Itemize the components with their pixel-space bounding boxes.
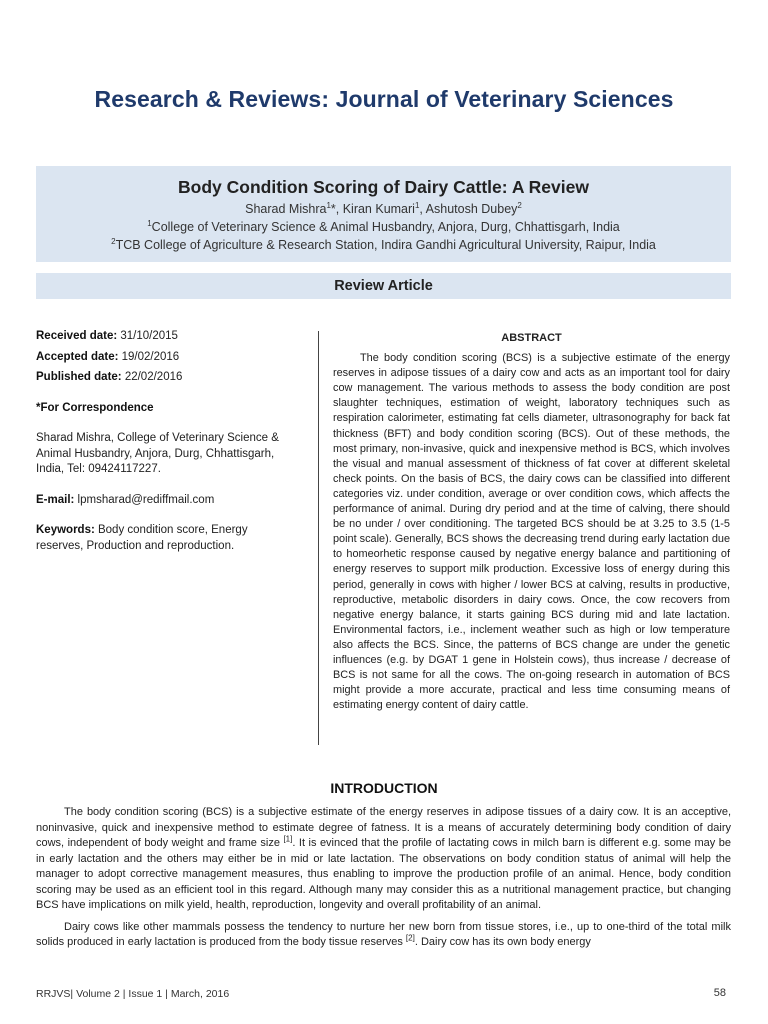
- published-value: 22/02/2016: [121, 371, 183, 383]
- author-name: Ashutosh Dubey: [425, 202, 518, 216]
- author-separator: ,: [419, 202, 426, 216]
- received-date: [36, 329, 298, 345]
- keywords-label: Keywords:: [36, 524, 95, 536]
- email-label: E-mail:: [36, 493, 75, 506]
- affiliation-mark: 2: [111, 236, 116, 246]
- correspondence-heading: *For Correspondence: [36, 401, 154, 414]
- abstract: [333, 331, 730, 713]
- citation-ref[interactable]: [2]: [405, 933, 415, 943]
- column-divider: [318, 331, 319, 745]
- paper-title: Body Condition Scoring of Dairy Cattle: A Review: [178, 177, 589, 197]
- author-separator: *,: [330, 202, 343, 216]
- published-label: Published date:: [36, 371, 122, 383]
- author-affiliation-mark: 1: [326, 200, 331, 210]
- article-info: [36, 329, 298, 559]
- keywords-text: Body condition score, Energy reserves, Production and reproduction.: [36, 524, 248, 552]
- journal-title: Research & Reviews: Journal of Veterinary Sciences: [94, 86, 674, 112]
- keywords: [36, 523, 298, 554]
- author-list: [36, 200, 731, 218]
- article-type: Review Article: [36, 273, 731, 299]
- affiliation: [36, 236, 731, 254]
- author-name: Sharad Mishra: [245, 202, 327, 216]
- affiliation-text: TCB College of Agriculture & Research Station, Indira Gandhi Agricultural University, Raipur, India: [115, 238, 656, 252]
- title-block: [36, 166, 731, 262]
- abstract-text: The body condition scoring (BCS) is a subjective estimate of the energy reserves in adipose tissues of a dairy cow and acts as an important tool for dairy cow management. The various methods to assess the body condition are post slaughter techniques, estimation of weight, laboratory techniques such as respiration calorimeter, estimating fat cells diameter, ultrasonography for back fat thickness (BFT) and body condition scoring (BCS). Out of these methods, the most primary, non-invasive, quick and inexpensive method is BCS, which involves the visual and manual assessment of thickness of fat cover at different skeletal check points. On the basis of BCS, the dairy cows can be classified into different categories viz. under condition, average or over condition cows, which affects the performance of animal. During dry period and at the time of calving, there should be no under / over conditioning. The targeted BCS should be at 3.25 to 3.5 (1-5 point scale). Generally, BCS shows the decreasing trend during early lactation due to homeorhetic response caused by negative energy balance and partitioning of energy reserves to support milk production. Excessive loss of energy during this period, generally in cows with higher / lower BCS at calving, results in productive, reproductive, metabolic disorders in dairy cows. Once, the cow recovers from negative energy balance, it starts gaining BCS during mid and late lactation. Environmental factors, i.e., inclement weather such as high or low temperature also affects the BCS. Since, the patterns of BCS change are under the genetic influences (e.g. by DGAT 1 gene in Holstein cows), thus increase / decrease of BCS is not same for all the cows. The on-going research in automation of BCS might provide a more accurate, practical and less time consuming means of estimating energy content of dairy cattle.: [333, 352, 730, 712]
- received-label: Received date:: [36, 330, 118, 342]
- abstract-heading: ABSTRACT: [501, 332, 562, 344]
- accepted-label: Accepted date:: [36, 350, 119, 363]
- paragraph: The body condition scoring (BCS) is a subjective estimate of the energy reserves in adipose tissues of a dairy cow. It is an acceptive, noninvasive, quick and inexpensive method to estimate degree of fatness. It is a means of accurately determining body condition of dairy cows, independent of body weight and frame size [1]. It is evinced that the profile of lactating cows in milch barn is different e.g. some may be in early lactation and the others may either be in mid or late lactation. The observations on body condition status of animal will help the manager to adopt corrective management measures, thus enabling to improve the production profile of an animal. Hence, body condition scoring may be used as an efficient tool in this regard. Although many may consider this as a nutritional management practice, but changing BCS have implications on milk yield, health, reproduction, longevity and overall profitability of an animal.: [36, 806, 732, 911]
- correspondence-text: Sharad Mishra, College of Veterinary Science & Animal Husbandry, Anjora, Durg, Chhattisgarh, India, Tel: 09424117227.: [36, 432, 279, 475]
- email: [36, 493, 298, 509]
- email-link[interactable]: lpmsharad@rediffmail.com: [74, 493, 215, 506]
- published-date: [36, 370, 298, 386]
- affiliation-mark: 1: [147, 218, 152, 228]
- citation-ref[interactable]: [1]: [283, 834, 293, 844]
- affiliation-text: College of Veterinary Science & Animal Husbandry, Anjora, Durg, Chhattisgarh, India: [151, 220, 620, 234]
- author-affiliation-mark: 2: [517, 200, 522, 210]
- introduction-heading: INTRODUCTION: [330, 780, 438, 796]
- author-name: Kiran Kumari: [342, 202, 415, 216]
- author-affiliation-mark: 1: [414, 200, 420, 210]
- accepted-value: 19/02/2016: [118, 350, 180, 363]
- affiliation: [36, 218, 731, 236]
- paragraph: Dairy cows like other mammals possess the tendency to nurture her new born from tissue stores, i.e., up to one-third of the total milk solids produced in early lactation is produced from the body tissue reserves [2]. Dairy cow has its own body energy: [36, 920, 731, 948]
- footer-citation: RRJVS| Volume 2 | Issue 1 | March, 2016: [36, 988, 230, 1000]
- page-number: 58: [713, 987, 726, 999]
- accepted-date: [36, 350, 298, 366]
- introduction-body: [36, 805, 731, 957]
- received-value: 31/10/2015: [117, 330, 178, 342]
